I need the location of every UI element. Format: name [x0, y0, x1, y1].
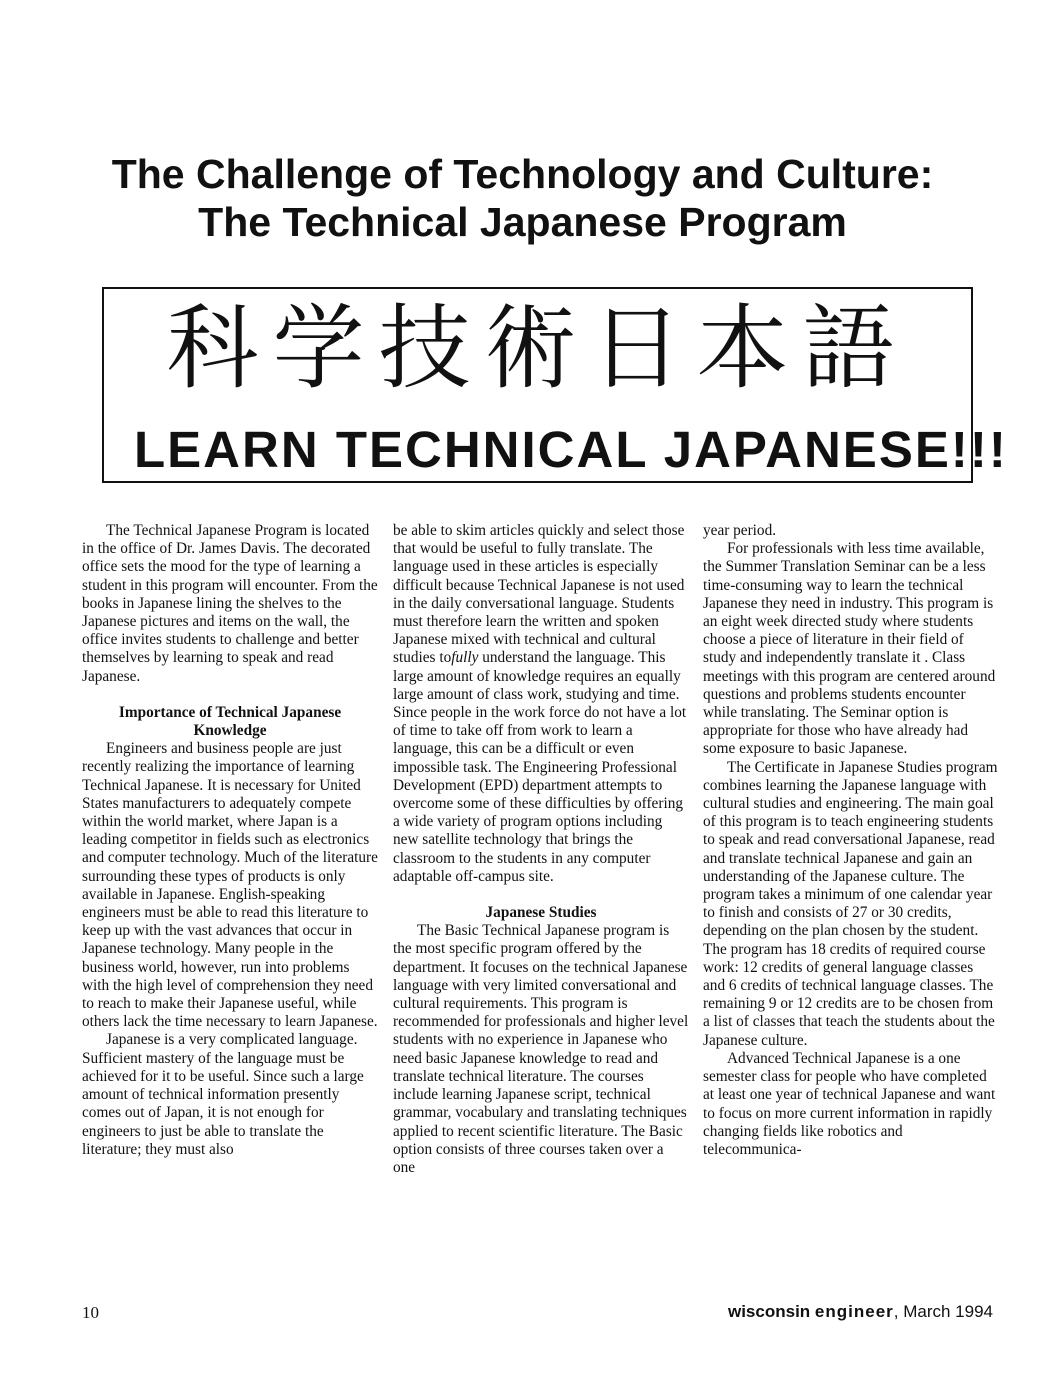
column-3: [703, 522, 999, 1159]
paragraph: The Basic Technical Japanese program is the most specific program offered by the department. It focuses on the technical Japanese language with very limited conversational and cultural requirements. This program is recommended for professionals and higher level students with no experience in Japanese who need basic Japanese knowledge to read and translate technical literature. The courses include learning Japanese script, technical grammar, vocabulary and translating techniques applied to recent scientific literature. The Basic option consists of three courses taken over a one: [393, 922, 689, 1176]
paragraph: The Certificate in Japanese Studies program combines learning the Japanese language with cultural studies and engineering. The main goal of this program is to teach engineering students to speak and read conversational Japanese, read and translate technical Japanese and gain an understanding of the Japanese culture. The program takes a minimum of one calendar year to finish and consists of 27 or 30 credits, depending on the plan chosen by the student. The program has 18 credits of required course work: 12 credits of general language classes and 6 credits of technical language classes. The remaining 9 or 12 credits are to be chosen from a list of classes that teach the students about the Japanese culture.: [703, 758, 998, 1049]
paragraph: Japanese is a very complicated language. Sufficient mastery of the language must be achieved for it to be useful. Since such a large amount of technical information presently comes out of Japan, it is not enough for engineers to just be able to translate the literature; they must also: [82, 1031, 364, 1158]
column-2: [393, 522, 689, 1177]
section-heading: Japanese Studies: [485, 904, 597, 922]
paragraph: year period.: [703, 522, 777, 539]
banner-headline: LEARN TECHNICAL JAPANESE!!!: [134, 421, 1008, 478]
page-number: 10: [82, 1303, 99, 1322]
emphasis: fully: [451, 649, 479, 667]
paragraph: Advanced Technical Japanese is a one semester class for people who have completed at least one year of technical Japanese and want to focus on more current information in rapidly changing fields like robotics and telecommunica-: [703, 1049, 996, 1158]
text-run: understand the language. This large amount of knowledge requires an equally large amount of class work, studying and time. Since people in the work force do not have a lot of time to take off from work to learn a language, this can be a difficult or even impossible task. The Engineering Professional Development (EPD) department attempts to overcome some of these difficulties by offering a wide variety of program options including new satellite technology that brings the classroom to the students in any computer adaptable off-campus site.: [393, 649, 687, 885]
title-line-2: The Technical Japanese Program: [198, 199, 847, 245]
paragraph: Engineers and business people are just recently realizing the importance of learning Technical Japanese. It is necessary for United States manufacturers to adequately compete within the world market, where Japan is a leading competitor in fields such as electronics and computer technology. Much of the literature surrounding these types of products is only available in Japanese. English-speaking engineers must be able to read this literature to keep up with the vast advances that occur in Japanese technology. Many people in the business world, however, run into problems with the high level of comprehension they need to reach to make their Japanese useful, while others lack the time necessary to learn Japanese.: [82, 740, 378, 1031]
publication-name-stylized: engineer: [814, 1302, 894, 1321]
column-1: [82, 522, 378, 1159]
issue-date: , March 1994: [893, 1302, 993, 1321]
banner-box: [102, 287, 1008, 483]
publication-name: wisconsin: [727, 1302, 811, 1321]
text-run: be able to skim articles quickly and select those that would be useful to fully translate. The language used in these articles is especially difficult because Technical Japanese is not used in the daily conversational language. Students must therefore learn the written and spoken Japanese mixed with technical and cultural studies to: [393, 522, 685, 667]
paragraph: [393, 522, 689, 886]
kanji-heading: 科学技術日本語: [166, 295, 909, 402]
title-line-1: The Challenge of Technology and Culture:: [111, 151, 934, 197]
publication-footer: [728, 1302, 993, 1322]
article-title: [0, 150, 1045, 246]
paragraph: For professionals with less time available, the Summer Translation Seminar can be a less time-consuming way to learn the technical Japanese they need in industry. This program is an eight week directed study where students choose a piece of literature in their field of study and independently translate it . Class meetings with this program are centered around questions and problems students encounter while translating. The Seminar option is appropriate for those who have already had some exposure to basic Japanese.: [703, 540, 996, 758]
paragraph: The Technical Japanese Program is located in the office of Dr. James Davis. The decorated office sets the mood for the type of learning a student in this program will encounter. From the books in Japanese lining the shelves to the Japanese pictures and items on the wall, the office invites students to challenge and better themselves by learning to speak and read Japanese.: [82, 522, 378, 685]
section-heading: Importance of Technical Japanese Knowledge: [118, 703, 342, 740]
